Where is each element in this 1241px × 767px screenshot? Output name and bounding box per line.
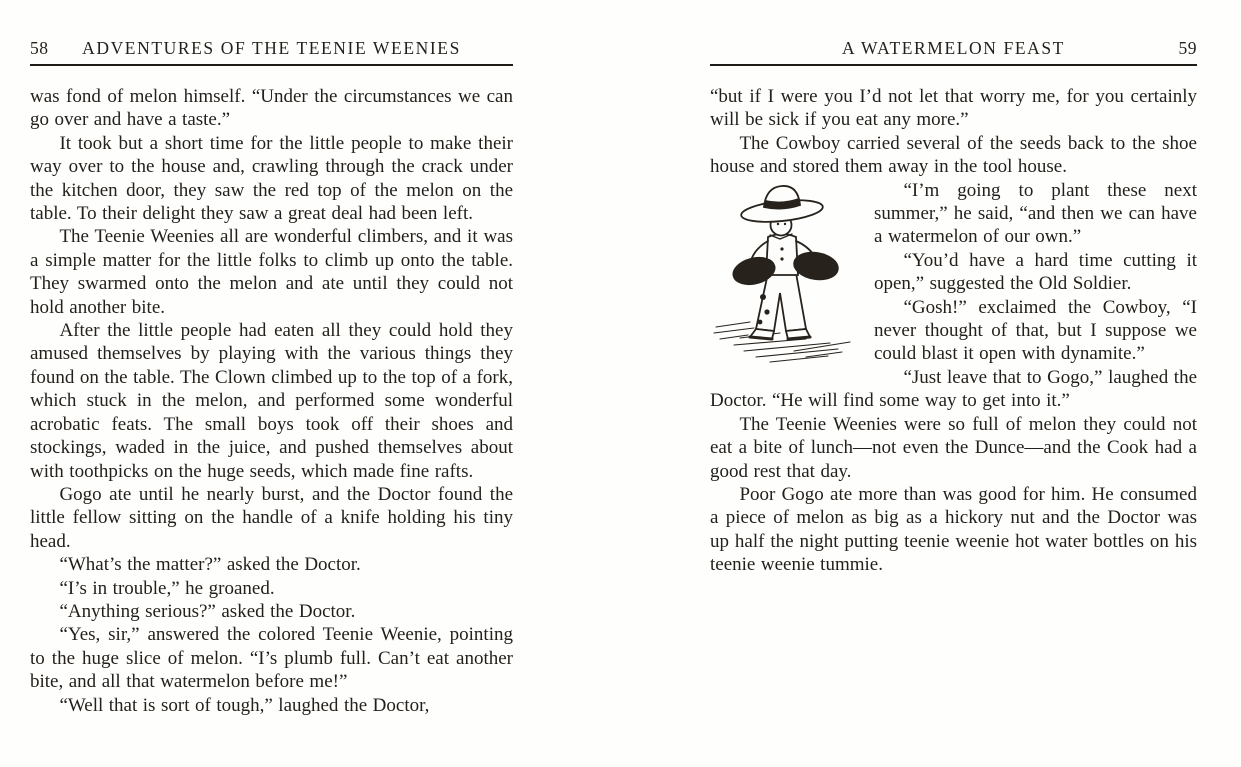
right-page-number: 59 (1178, 38, 1197, 58)
paragraph: “Gosh!” exclaimed the Cowboy, “I never thought of that, but I suppose we could blast it open with dynamite.” (874, 296, 1197, 365)
paragraph: “I’m going to plant these next summer,” he said, “and then we can have a watermelon of our own.” (874, 179, 1197, 248)
cowboy-watermelon-seeds-illustration (710, 181, 862, 367)
paragraph: The Teenie Weenies all are wonderful climbers, and it was a simple matter for the little folks to climb up onto the table. They swarmed onto the melon and ate until they could not hold another bite. (30, 226, 513, 318)
paragraph: The Cowboy carried several of the seeds back to the shoe house and stored them away in the tool house. (710, 132, 1197, 178)
cowboy-illustration-svg (710, 181, 862, 367)
right-page (710, 38, 1197, 577)
paragraph: “I’s in trouble,” he groaned. (59, 577, 275, 599)
paragraph: “You’d have a hard time cutting it open,” suggested the Old Soldier. (874, 249, 1197, 295)
paragraph: “Yes, sir,” answered the colored Teenie Weenie, pointing to the huge slice of melon. “I’s plumb full. Can’t eat another bite, and all that watermelon before me!” (30, 624, 513, 693)
left-page-header (30, 38, 513, 66)
paragraph: “Well that is sort of tough,” laughed the Doctor, (59, 694, 430, 716)
paragraph: Gogo ate until he nearly burst, and the Doctor found the little fellow sitting on the handle of a knife holding his tiny head. (30, 483, 513, 552)
left-page-title: ADVENTURES OF THE TEENIE WEENIES (82, 38, 461, 58)
paragraph: was fond of melon himself. “Under the circumstances we can go over and have a taste.” (30, 86, 513, 131)
right-page-title: A WATERMELON FEAST (842, 38, 1065, 58)
paragraph: Poor Gogo ate more than was good for him. He consumed a piece of melon as big as a hickory nut and the Doctor was up half the night putting teenie weenie hot water bottles on his teenie weenie tummie. (710, 483, 1197, 576)
paragraph: It took but a short time for the little people to make their way over to the house and, crawling through the crack under the kitchen door, they saw the red top of the melon on the table. To their delight they saw a great deal had been left. (30, 132, 513, 225)
left-page-text (30, 85, 513, 717)
paragraph: “What’s the matter?” asked the Doctor. (59, 554, 361, 576)
right-page-text (710, 85, 1197, 577)
left-page (30, 38, 513, 717)
left-page-number: 58 (30, 38, 49, 58)
paragraph: After the little people had eaten all they could hold they amused themselves by playing with the various things they found on the table. The Clown climbed up to the top of a fork, which stuck in the melon, and performed some wonderful acrobatic feats. The small boys took off their shoes and stockings, waded in the juice, and pushed themselves about with toothpicks on the huge seeds, which made fine rafts. (30, 320, 513, 482)
paragraph: “Anything serious?” asked the Doctor. (59, 600, 356, 622)
right-page-header (710, 38, 1197, 66)
paragraph: “Just leave that to Gogo,” laughed the Doctor. “He will find some way to get into it.” (710, 366, 1197, 412)
paragraph: “but if I were you I’d not let that worry me, for you certainly will be sick if you eat any more.” (710, 86, 1197, 131)
paragraph: The Teenie Weenies were so full of melon they could not eat a bite of lunch—not even the Dunce—and the Cook had a good rest that day. (710, 413, 1197, 482)
